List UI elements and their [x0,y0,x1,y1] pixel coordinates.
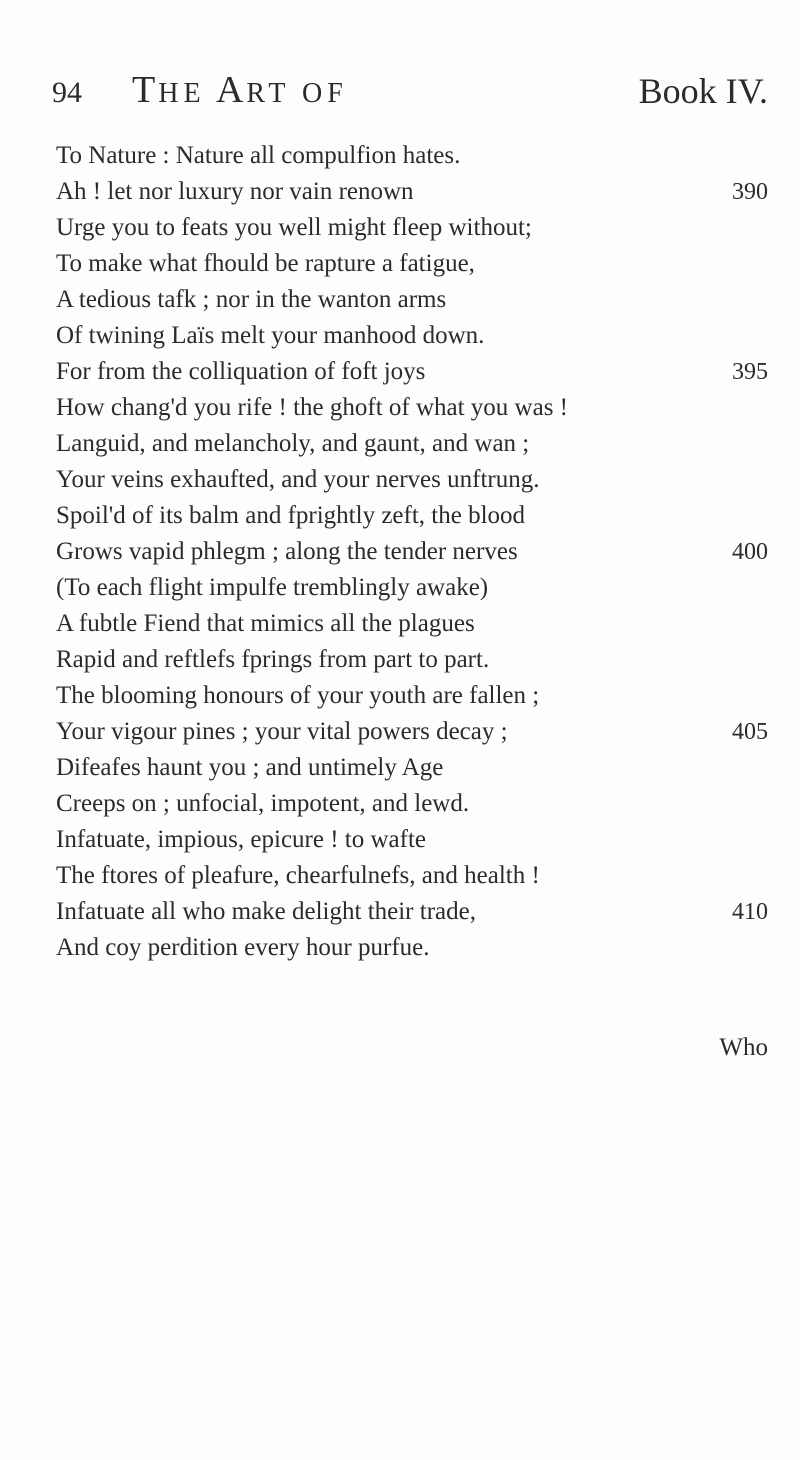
poem-line [56,426,768,462]
poem-line [56,822,768,858]
poem-line [56,786,768,822]
poem-line [56,534,768,570]
line-text: Infatuate all who make delight their trade, [56,898,476,925]
book-label: Book IV. [638,71,768,111]
running-title-cap-a: A [215,69,247,111]
line-text: Your vigour pines ; your vital powers decay ; [56,718,508,745]
running-title-small-rt-of: RT OF [246,78,348,109]
running-title-small-he: HE [158,78,206,109]
line-text: Urge you to feats you well might fleep without; [56,214,532,241]
line-number: 390 [732,179,768,205]
line-text: Languid, and melancholy, and gaunt, and wan ; [56,430,530,457]
line-text: Your veins exhaufted, and your nerves unftrung. [56,466,540,493]
catchword: Who [719,1034,768,1061]
line-text: Rapid and reftlefs fprings from part to part. [56,646,490,673]
line-text: Grows vapid phlegm ; along the tender nerves [56,538,518,565]
line-text: Difeafes haunt you ; and untimely Age [56,754,444,781]
line-text: Infatuate, impious, epicure ! to wafte [56,826,426,853]
poem-line [56,606,768,642]
line-text: (To each flight impulfe tremblingly awake) [56,574,489,601]
poem-line [56,174,768,210]
poem-line [56,138,768,174]
line-number: 405 [732,719,768,745]
poem-line [56,642,768,678]
poem-line [56,210,768,246]
poem-line [56,858,768,894]
poem-line [56,894,768,930]
line-text: And coy perdition every hour purfue. [56,934,430,961]
poem-line [56,570,768,606]
line-text: To make what fhould be rapture a fatigue, [56,250,475,277]
line-text: To Nature : Nature all compulfion hates. [56,142,461,169]
poem-line [56,750,768,786]
poem-line [56,678,768,714]
line-text: Of twining Laïs melt your manhood down. [56,322,485,349]
running-head [52,68,768,118]
poem-line [56,462,768,498]
line-text: A tedious tafk ; nor in the wanton arms [56,286,447,313]
running-title-cap-t: T [132,69,159,111]
line-number: 395 [732,359,768,385]
poem-line [56,390,768,426]
line-text: A fubtle Fiend that mimics all the plagues [56,610,475,637]
poem-text [56,138,768,966]
line-text: The ftores of pleafure, chearfulnefs, and health ! [56,862,540,889]
line-text: Ah ! let nor luxury nor vain renown [56,178,414,205]
line-text: For from the colliquation of foft joys [56,358,426,385]
poem-line [56,246,768,282]
poem-line [56,930,768,966]
line-text: The blooming honours of your youth are fallen ; [56,682,540,709]
poem-line [56,282,768,318]
line-number: 410 [732,899,768,925]
poem-line [56,714,768,750]
poem-line [56,354,768,390]
poem-line [56,498,768,534]
poem-line [56,318,768,354]
line-text: How chang'd you rife ! the ghoft of what you was ! [56,394,569,421]
page-number: 94 [52,76,82,109]
line-text: Creeps on ; unfocial, impotent, and lewd. [56,790,470,817]
running-title [132,68,348,112]
line-number: 400 [732,539,768,565]
line-text: Spoil'd of its balm and fprightly zeft, the blood [56,502,526,529]
